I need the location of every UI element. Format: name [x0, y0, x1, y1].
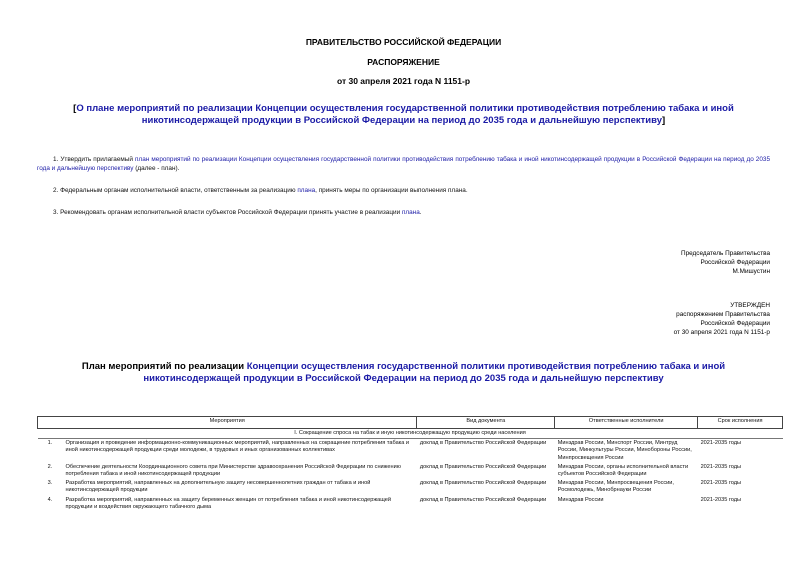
row-responsible: Минздрав России, органы исполнительной власти субъектов Российской Федерации — [557, 463, 689, 478]
row-measure: Организация и проведение информационно-коммуникационных мероприятий, направленных на сокращение потребления табака и иной никотинсодержащей продукции среди молодежи, в трудовых и иных организованных коллективах — [65, 440, 410, 454]
plan-title-concept-link[interactable]: Концепции осуществления государственной политики противодействия потреблению табака и иной никотинсодержащей продукции в Российской Федерации на период до 2035 года и дальнейшую перспективу — [143, 361, 726, 384]
table-row — [38, 479, 783, 495]
paragraph-2-prefix: 2. Федеральным органам исполнительной власти, ответственным за реализацию — [53, 187, 296, 194]
approved-line-3: Российской Федерации — [700, 320, 770, 327]
section-row — [38, 429, 783, 439]
row-measure: Разработка мероприятий, направленных на защиту беременных женщин от потребления табака и иной никотинсодержащей продукции и воздействия окружающего табачного дыма — [65, 496, 392, 510]
header-document-type: Вид документа — [417, 417, 555, 429]
paragraph-1-suffix: (далее - план). — [135, 165, 180, 172]
row-document: доклад в Правительство Российской Федерации — [419, 496, 547, 503]
row-term: 2021-2035 годы — [700, 463, 742, 470]
header-measures: Мероприятия — [38, 417, 417, 429]
title-open-bracket: [ — [73, 103, 77, 114]
row-measure: Разработка мероприятий, направленных на дополнительную защиту несовершеннолетних граждан от табака и иной никотинсодержащей продукции — [65, 480, 371, 494]
title-plan-link[interactable]: О плане мероприятий по реализации — [76, 103, 253, 114]
signature-line-2: Российской Федерации — [700, 259, 770, 266]
row-term: 2021-2035 годы — [700, 480, 742, 487]
row-responsible: Минздрав России, Минпросвещения России, Росмолодежь, Минобрнауки России — [557, 480, 674, 494]
paragraph-1-prefix: 1. Утвердить прилагаемый — [53, 156, 133, 163]
row-responsible: Минздрав России — [557, 496, 604, 503]
paragraph-2-suffix: , принять меры по организации выполнения плана. — [315, 187, 468, 194]
approved-line-1: УТВЕРЖДЕН — [730, 302, 770, 309]
signature-line-3: М.Мишустин — [732, 268, 770, 275]
table-row — [38, 496, 783, 512]
row-document: доклад в Правительство Российской Федерации — [419, 440, 547, 447]
section-1-heading: I. Сокращение спроса на табак и иную никотинсодержащую продукцию среди населения — [38, 429, 783, 439]
row-responsible: Минздрав России, Минспорт России, Минтруд России, Минкультуры России, Минобороны России, Минпросвещения России — [557, 440, 692, 461]
row-number: 1. — [47, 440, 53, 447]
approved-block — [674, 301, 770, 337]
paragraph-3-plan-link[interactable]: плана — [401, 209, 420, 216]
row-number: 3. — [47, 480, 53, 487]
row-term: 2021-2035 годы — [700, 440, 742, 447]
paragraph-1-plan-link[interactable]: план мероприятий по реализации Концепции осуществления государственной политики противодействия потреблению табака и иной никотинсодержащей продукции в Российской Федерации на период до 2035 года и дальнейшую перспективу — [37, 156, 771, 172]
paragraph-3 — [53, 208, 770, 217]
document-title — [40, 103, 767, 127]
plan-title — [40, 361, 767, 385]
row-document: доклад в Правительство Российской Федерации — [419, 480, 547, 487]
signature-line-1: Председатель Правительства — [681, 250, 770, 257]
row-measure: Обеспечение деятельности Координационного совета при Министерстве здравоохранения Российской Федерации по снижению потребления табака и иной никотинсодержащей продукции — [65, 463, 401, 478]
header-deadline: Срок исполнения — [698, 417, 783, 429]
paragraph-1 — [37, 155, 770, 173]
row-number: 4. — [47, 496, 53, 503]
table-row — [38, 463, 783, 479]
government-heading: ПРАВИТЕЛЬСТВО РОССИЙСКОЙ ФЕДЕРАЦИИ — [305, 37, 502, 47]
paragraph-3-prefix: 3. Рекомендовать органам исполнительной власти субъектов Российской Федерации принять участие в реализации — [53, 209, 401, 216]
row-term: 2021-2035 годы — [700, 496, 742, 503]
row-document: доклад в Правительство Российской Федерации — [419, 463, 547, 470]
title-close-bracket: ] — [662, 115, 666, 126]
row-number: 2. — [47, 463, 53, 470]
signature-block — [681, 249, 770, 276]
title-concept-link[interactable]: Концепции осуществления государственной политики противодействия потреблению табака и иной никотинсодержащей продукции в Российской Федерации на период до 2035 года и дальнейшую перспективу — [141, 103, 734, 126]
header-responsible: Ответственные исполнители — [555, 417, 698, 429]
table-header-row — [38, 417, 783, 429]
plan-table — [37, 416, 783, 512]
document-date-number: от 30 апреля 2021 года N 1151-р — [336, 76, 471, 86]
paragraph-3-suffix: . — [419, 209, 422, 216]
paragraph-2 — [53, 186, 770, 195]
document-type: РАСПОРЯЖЕНИЕ — [367, 57, 440, 67]
paragraph-2-plan-link[interactable]: плана — [297, 187, 316, 194]
approved-line-2: распоряжением Правительства — [676, 311, 770, 318]
table-row — [38, 439, 783, 463]
approved-line-4: от 30 апреля 2021 года N 1151-р — [673, 329, 770, 336]
plan-title-lead: План мероприятий по реализации — [81, 361, 245, 372]
